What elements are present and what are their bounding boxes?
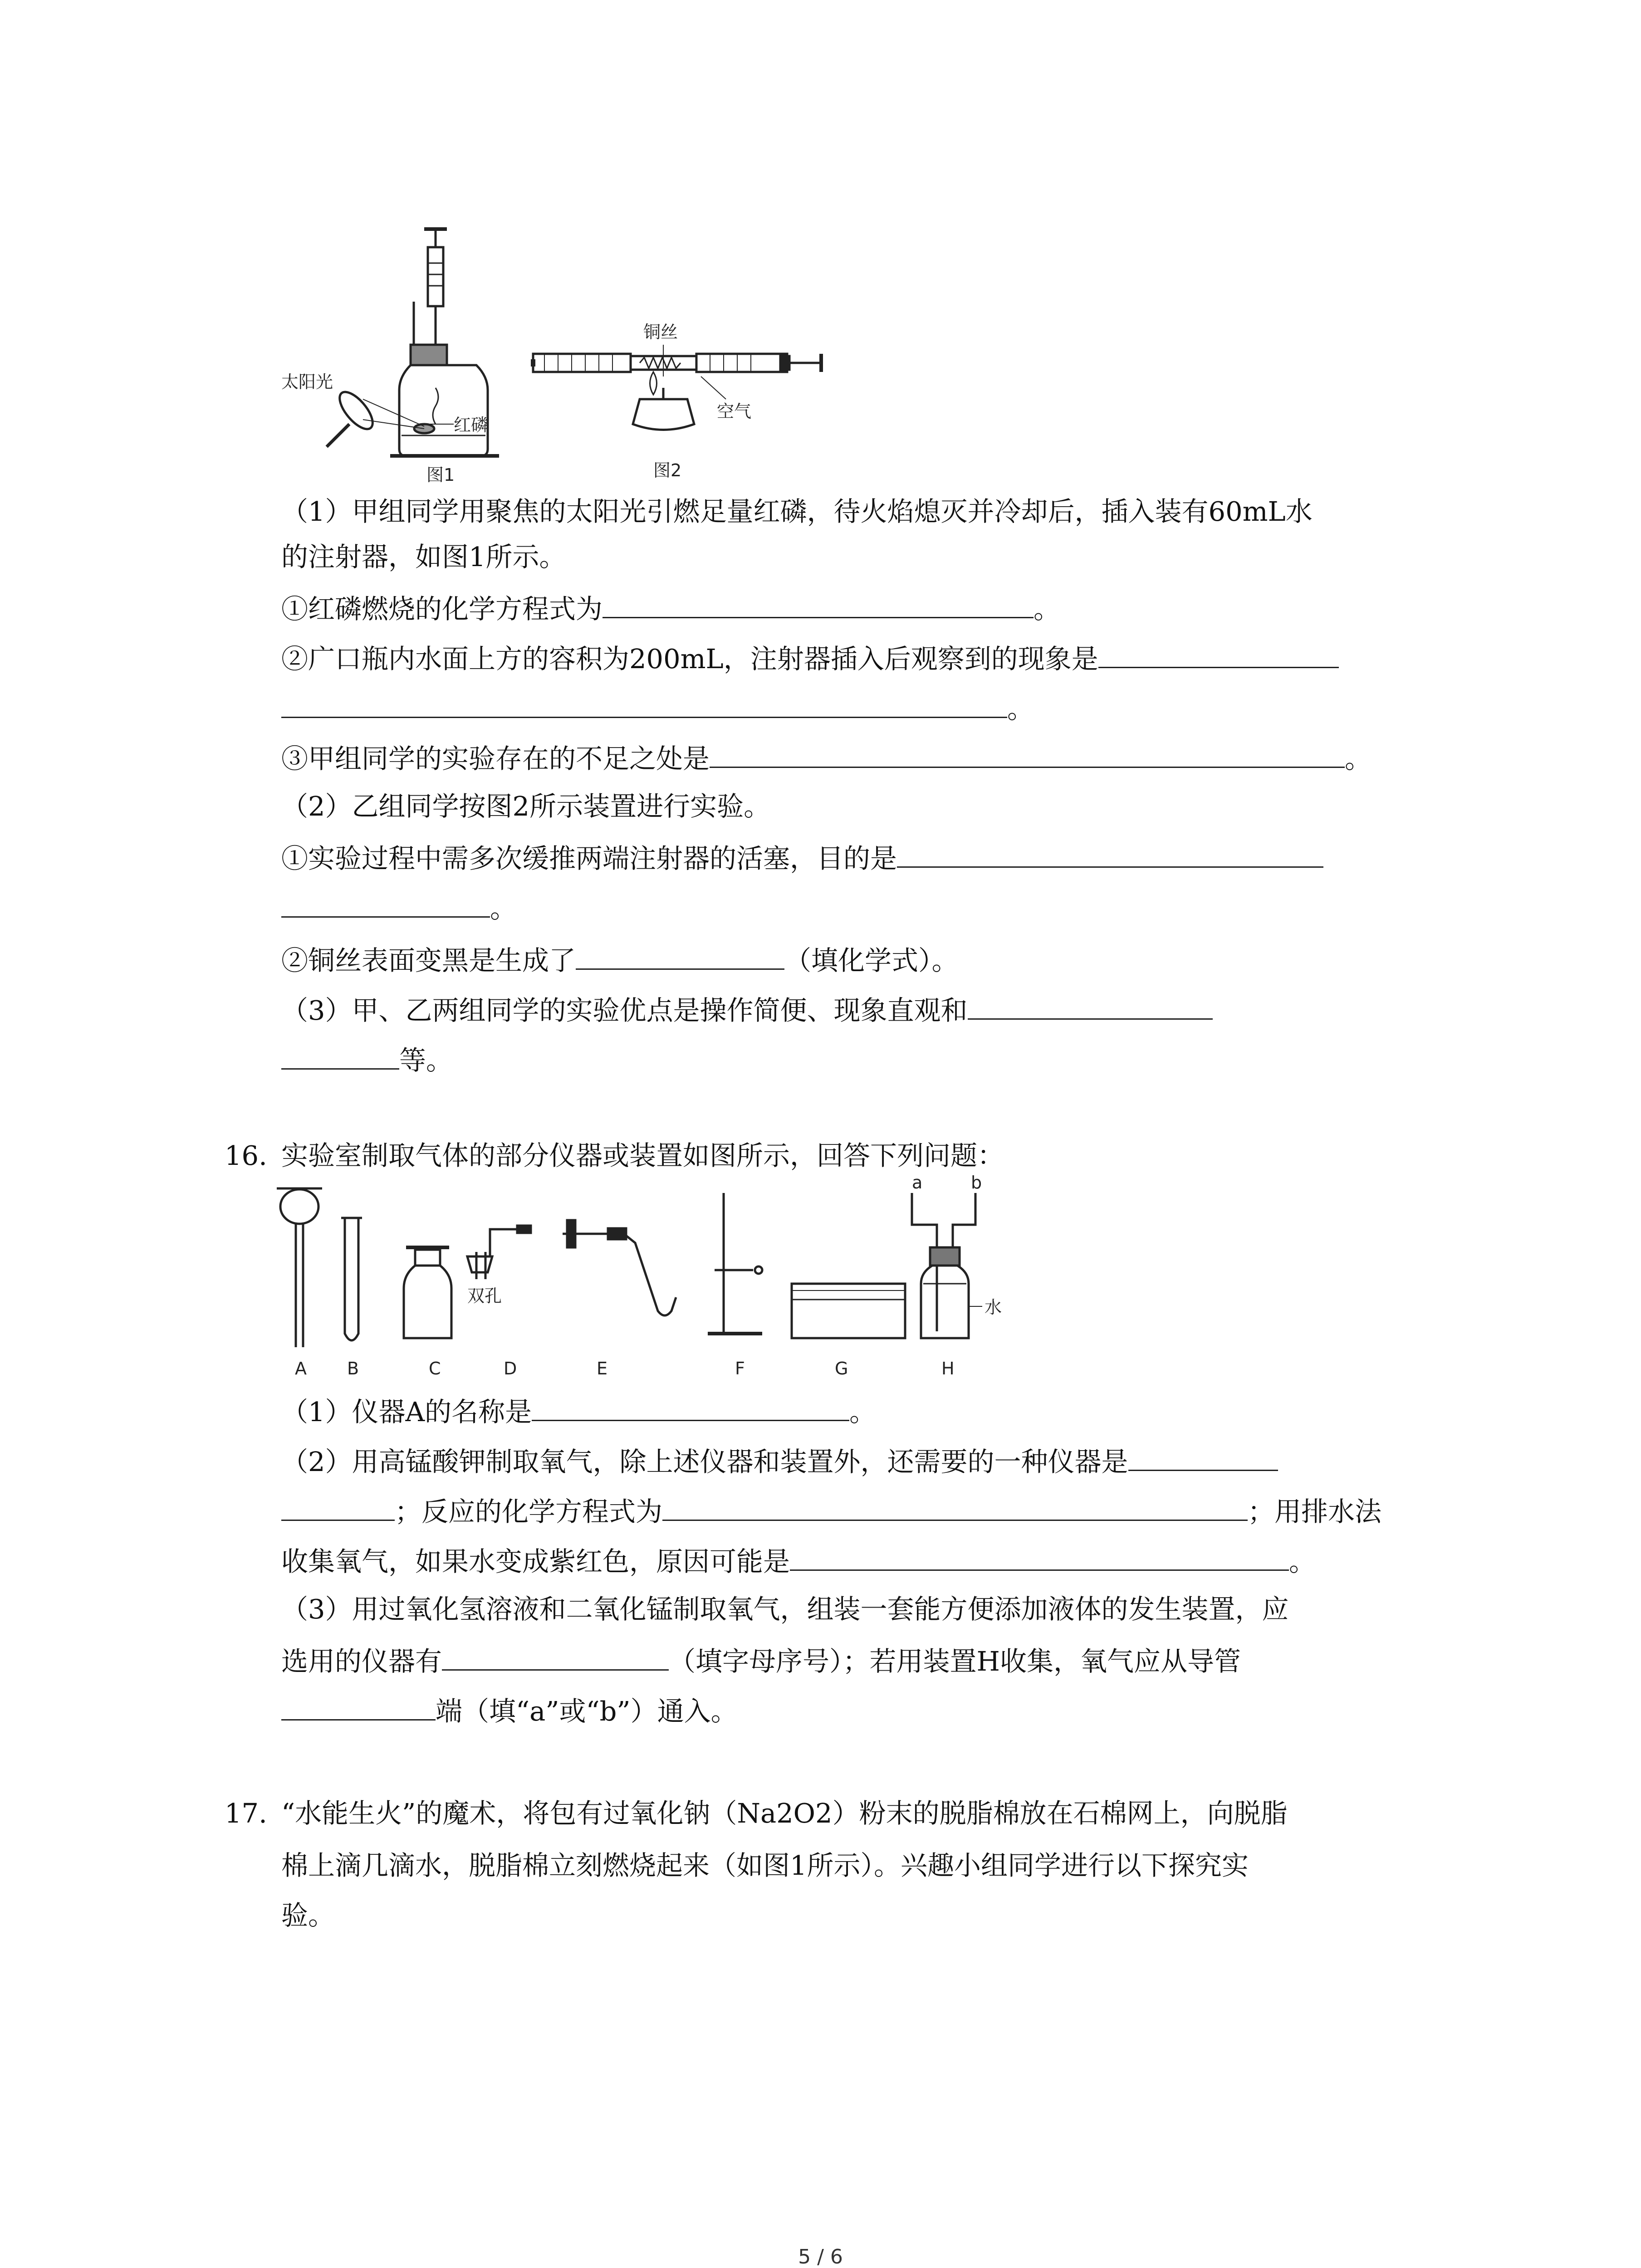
instrument-d-stopper bbox=[467, 1226, 531, 1279]
q15-part3-cont: 等。 bbox=[281, 1045, 453, 1074]
figure-1-2 bbox=[0, 0, 1641, 490]
label-port-b: b bbox=[971, 1175, 982, 1193]
q16-part3-line3: 端（填“a”或“b”）通入。 bbox=[281, 1696, 738, 1725]
letter-e: E bbox=[597, 1359, 608, 1378]
page-number: 5 / 6 bbox=[798, 2245, 843, 2268]
instrument-a-funnel bbox=[277, 1188, 322, 1347]
instrument-g-water-trough bbox=[792, 1284, 905, 1338]
q16-part1: （1）仪器A的名称是 。 bbox=[281, 1396, 877, 1427]
label-red-phosphorus: 红磷 bbox=[454, 415, 489, 435]
answer-blank[interactable] bbox=[662, 1496, 1248, 1521]
caption-fig1: 图1 bbox=[426, 465, 455, 485]
q16-stem: 16. 实验室制取气体的部分仪器或装置如图所示，回答下列问题： bbox=[225, 1140, 1004, 1171]
instrument-b-test-tube bbox=[341, 1218, 362, 1340]
letter-b: B bbox=[347, 1359, 359, 1378]
answer-blank[interactable] bbox=[1128, 1446, 1278, 1471]
figure-q16-instruments bbox=[0, 1175, 1641, 1402]
instrument-f-iron-stand bbox=[708, 1193, 762, 1334]
answer-blank[interactable] bbox=[281, 693, 1007, 718]
q15-sub2-cont: 。 bbox=[281, 693, 1034, 722]
answer-blank[interactable] bbox=[281, 893, 490, 918]
instrument-c-bottle bbox=[404, 1247, 451, 1338]
q16-part3-line1: （3）用过氧化氢溶液和二氧化锰制取氧气，组装一套能方便添加液体的发生装置，应 bbox=[281, 1593, 1289, 1625]
answer-blank[interactable] bbox=[532, 1396, 849, 1421]
q17-line2: 棉上滴几滴水，脱脂棉立刻燃烧起来（如图1所示）。兴趣小组同学进行以下探究实 bbox=[281, 1850, 1249, 1881]
q15-part1-line2: 的注射器，如图1所示。 bbox=[281, 541, 566, 572]
letter-d: D bbox=[504, 1359, 517, 1378]
q15-part2-sub2: ②铜丝表面变黑是生成了 （填化学式）。 bbox=[281, 945, 959, 976]
label-sun: 太阳光 bbox=[281, 372, 333, 392]
instrument-e-delivery-tube bbox=[563, 1220, 676, 1315]
answer-blank[interactable] bbox=[281, 1696, 436, 1721]
label-water: 水 bbox=[985, 1297, 1002, 1317]
letter-f: F bbox=[735, 1359, 745, 1378]
letter-g: G bbox=[835, 1359, 848, 1378]
q17-line3: 验。 bbox=[281, 1900, 335, 1931]
q16-part3-line2: 选用的仪器有 （填字母序号）；若用装置H收集，氧气应从导管 bbox=[281, 1646, 1241, 1677]
letter-c: C bbox=[429, 1359, 441, 1378]
answer-blank[interactable] bbox=[897, 843, 1323, 868]
label-port-a: a bbox=[912, 1175, 923, 1193]
q15-part1-line1: （1）甲组同学用聚焦的太阳光引燃足量红磷，待火焰熄灭并冷却后，插入装有60mL水 bbox=[281, 496, 1313, 527]
caption-fig2: 图2 bbox=[653, 460, 682, 480]
answer-blank[interactable] bbox=[710, 743, 1345, 768]
answer-blank[interactable] bbox=[790, 1546, 1289, 1571]
q16-part2-line3: 收集氧气，如果水变成紫红色，原因可能是 。 bbox=[281, 1546, 1316, 1577]
answer-blank[interactable] bbox=[281, 1045, 399, 1070]
answer-blank[interactable] bbox=[281, 1496, 395, 1521]
q15-part2-sub1: ①实验过程中需多次缓推两端注射器的活塞，目的是 bbox=[281, 843, 1323, 872]
answer-blank[interactable] bbox=[576, 945, 784, 970]
answer-blank[interactable] bbox=[968, 995, 1213, 1020]
q15-sub1: ①红磷燃烧的化学方程式为 。 bbox=[281, 593, 1061, 625]
q15-part2-sub1-cont: 。 bbox=[281, 893, 517, 922]
q15-part3: （3）甲、乙两组同学的实验优点是操作简便、现象直观和 bbox=[281, 995, 1213, 1024]
q17-line1: 17. “水能生火”的魔术，将包有过氧化钠（Na2O2）粉末的脱脂棉放在石棉网上，向脱脂 bbox=[225, 1798, 1288, 1829]
answer-blank[interactable] bbox=[1098, 643, 1339, 668]
letter-h: H bbox=[941, 1359, 955, 1378]
figure-2-apparatus bbox=[533, 345, 821, 430]
label-air: 空气 bbox=[717, 401, 752, 421]
q15-sub2: ②广口瓶内水面上方的容积为200mL，注射器插入后观察到的现象是 bbox=[281, 643, 1339, 672]
label-double-hole: 双孔 bbox=[467, 1286, 502, 1306]
q15-sub3: ③甲组同学的实验存在的不足之处是 。 bbox=[281, 743, 1372, 774]
letter-a: A bbox=[295, 1359, 307, 1378]
q15-part2: （2）乙组同学按图2所示装置进行实验。 bbox=[281, 791, 771, 822]
instrument-h-gas-bottle bbox=[912, 1193, 982, 1338]
label-copper-wire: 铜丝 bbox=[643, 322, 678, 342]
q16-part2-line2: ；反应的化学方程式为 ；用排水法 bbox=[281, 1496, 1381, 1525]
answer-blank[interactable] bbox=[442, 1646, 669, 1671]
answer-blank[interactable] bbox=[603, 593, 1034, 618]
q16-part2-line1: （2）用高锰酸钾制取氧气，除上述仪器和装置外，还需要的一种仪器是 bbox=[281, 1446, 1278, 1475]
